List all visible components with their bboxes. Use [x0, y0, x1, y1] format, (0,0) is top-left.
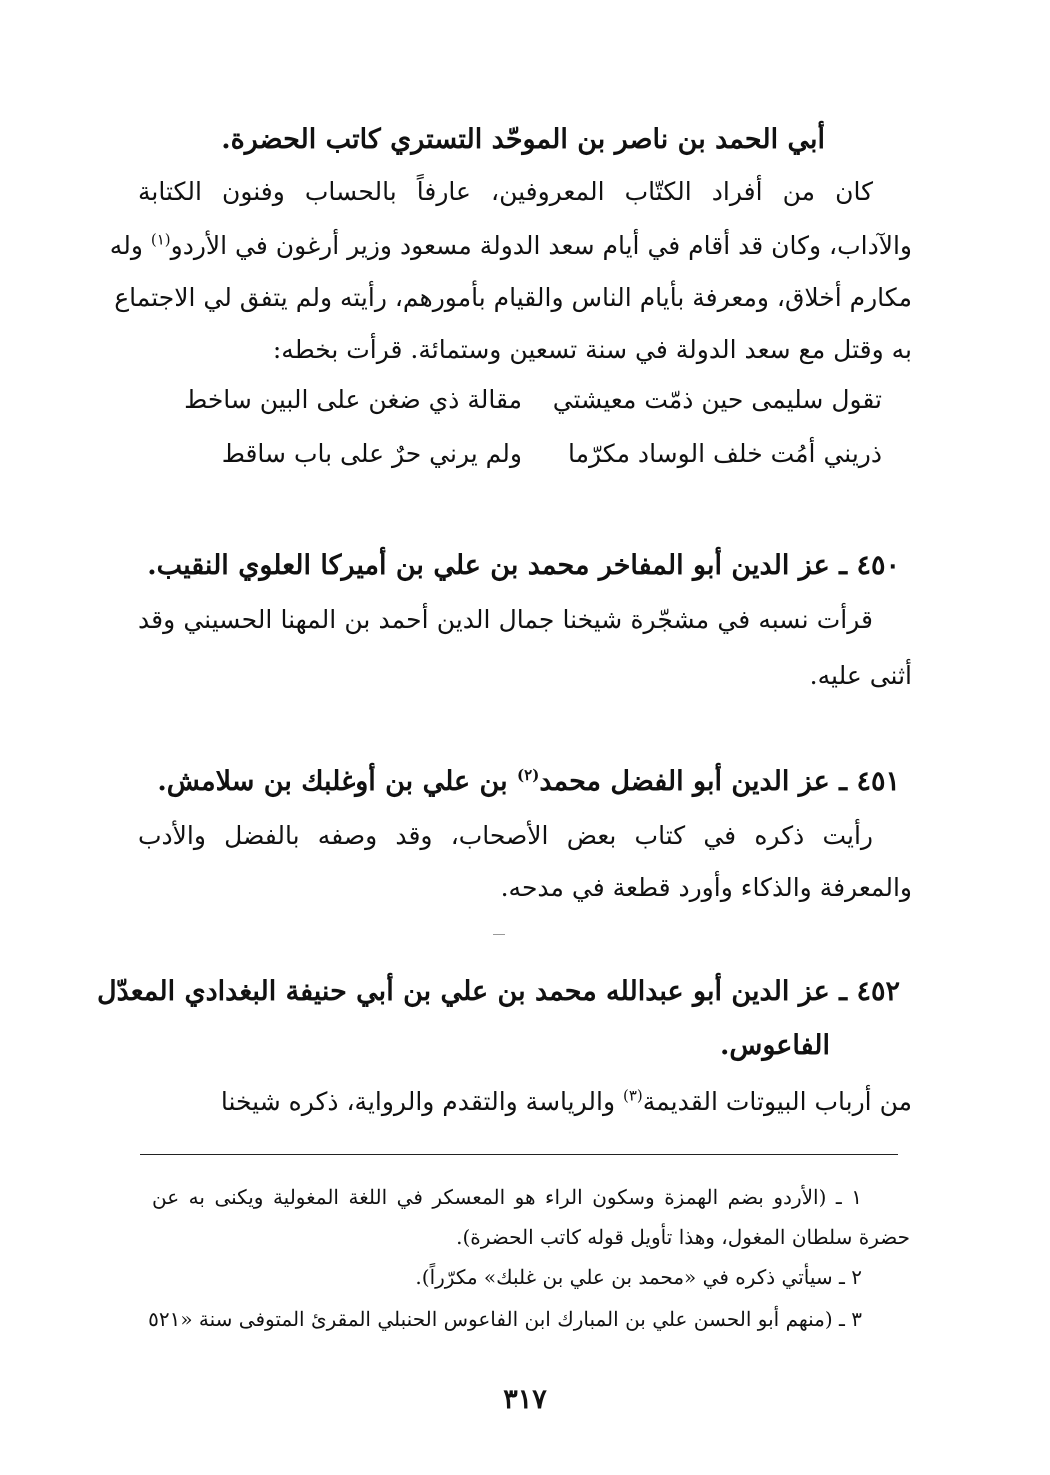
print-speck	[493, 934, 505, 935]
footnote-marker: (٣)	[623, 1086, 643, 1105]
body-line: والآداب، وكان قد أقام في أيام سعد الدولة مسعود وزير أرغون في الأردو$^{(١)}$ وله	[109, 230, 912, 260]
footnote: ٢ ـ سيأتي ذكره في «محمد بن علي بن غلبك» مكرّراً).	[415, 1265, 862, 1289]
entry-heading: ٤٥١ ـ عز الدين أبو الفضل محمد$^{(٢)}$ بن علي بن أوغلبك بن سلامش.	[157, 766, 900, 797]
footnote-marker: (٢)	[517, 766, 540, 784]
body-line: أثنى عليه.	[809, 661, 912, 690]
footnote: ١ ـ (الأردو بضم الهمزة وسكون الراء هو المعسكر في اللغة المغولية ويكنى به عن	[152, 1185, 862, 1209]
footnote: ٣ ـ (منهم أبو الحسن علي بن المبارك ابن الفاعوس الحنبلي المقرئ المتوفى سنة «٥٢١	[148, 1307, 862, 1331]
body-line: به وقتل مع سعد الدولة في سنة تسعين وستمائة. قرأت بخطه:	[272, 335, 912, 364]
page-number: ٣١٧	[503, 1384, 547, 1415]
footnote: حضرة سلطان المغول، وهذا تأويل قوله كاتب الحضرة).	[456, 1225, 910, 1249]
entry-heading: ٤٥٢ ـ عز الدين أبو عبدالله محمد بن علي بن أبي حنيفة البغدادي المعدّل	[96, 976, 900, 1007]
body-line: رأيت ذكره في كتاب بعض الأصحاب، وقد وصفه بالفضل والأدب	[138, 821, 873, 850]
body-line: والمعرفة والذكاء وأورد قطعة في مدحه.	[500, 873, 912, 902]
body-line: مكارم أخلاق، ومعرفة بأيام الناس والقيام بأمورهم، رأيته ولم يتفق لي الاجتماع	[114, 283, 912, 312]
verse-hemistich: تقول سليمى حين ذمّت معيشتي	[552, 385, 882, 414]
verse-hemistich: ذريني أمُت خلف الوساد مكرّما	[567, 439, 882, 468]
footnote-rule	[140, 1154, 898, 1155]
entry-heading: ٤٥٠ ـ عز الدين أبو المفاخر محمد بن علي بن أميركا العلوي النقيب.	[147, 550, 900, 581]
body-line: قرأت نسبه في مشجّرة شيخنا جمال الدين أحمد بن المهنا الحسيني وقد	[138, 605, 873, 634]
entry-heading: أبي الحمد بن ناصر بن الموحّد التستري كاتب الحضرة.	[221, 124, 825, 155]
verse-hemistich: مقالة ذي ضغن على البين ساخط	[184, 385, 522, 414]
body-line: من أرباب البيوتات القديمة$^{(٣)}$ والرياسة والتقدم والرواية، ذكره شيخنا	[220, 1086, 912, 1116]
entry-heading: الفاعوس.	[719, 1030, 830, 1061]
verse-hemistich: ولم يرني حرٌ على باب ساقط	[221, 439, 522, 468]
body-line: كان من أفراد الكتّاب المعروفين، عارفاً بالحساب وفنون الكتابة	[138, 177, 873, 206]
footnote-marker: (١)	[150, 230, 171, 249]
